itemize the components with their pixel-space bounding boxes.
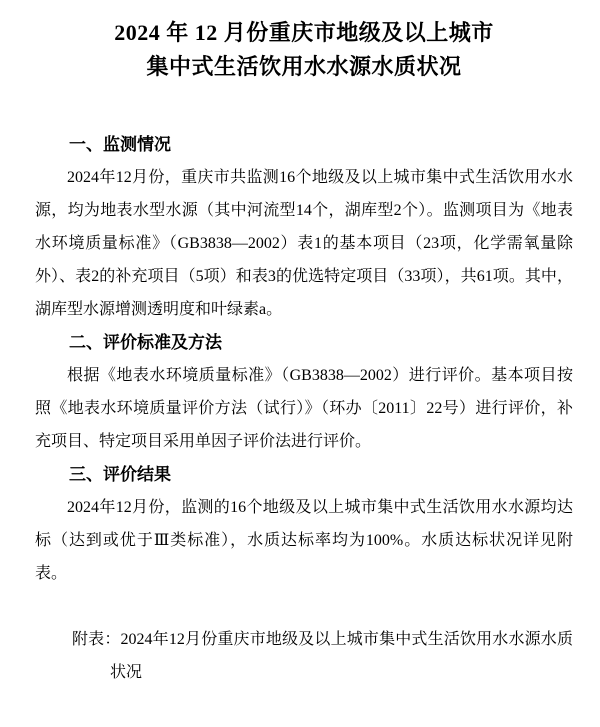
section-monitoring <box>35 128 573 326</box>
document-title <box>35 16 573 84</box>
title-line-1: 2024 年 12 月份重庆市地级及以上城市 <box>114 20 494 45</box>
title-line-2: 集中式生活饮用水水源水质状况 <box>146 54 462 79</box>
attachment-text: 2024年12月份重庆市地级及以上城市集中式生活饮用水水源水质状况 <box>110 631 573 681</box>
section-results-heading: 三、评价结果 <box>69 465 171 484</box>
section-monitoring-paragraph: 2024年12月份，重庆市共监测16个地级及以上城市集中式生活饮用水水源，均为地表水型水源（其中河流型14个，湖库型2个）。监测项目为《地表水环境质量标准》（GB3838—2002）表1的基本项目（23项，化学需氧量除外）、表2的补充项目（5项）和表3的优选特定项目（33项），共61项。其中，湖库型水源增测透明度和叶绿素a。 <box>35 169 573 318</box>
attachment-label: 附表： <box>72 631 121 648</box>
section-standards-methods-heading: 二、评价标准及方法 <box>69 333 222 352</box>
section-results-paragraph: 2024年12月份，监测的16个地级及以上城市集中式生活饮用水水源均达标（达到或优于Ⅲ类标准），水质达标率均为100%。水质达标状况详见附表。 <box>35 499 573 582</box>
section-monitoring-heading: 一、监测情况 <box>69 135 171 154</box>
section-results <box>35 458 573 590</box>
section-standards-methods <box>35 326 573 458</box>
attachment-note <box>35 623 573 689</box>
section-standards-methods-paragraph: 根据《地表水环境质量标准》（GB3838—2002）进行评价。基本项目按照《地表水环境质量评价方法（试行）》（环办〔2011〕22号）进行评价，补充项目、特定项目采用单因子评价法进行评价。 <box>35 367 573 450</box>
